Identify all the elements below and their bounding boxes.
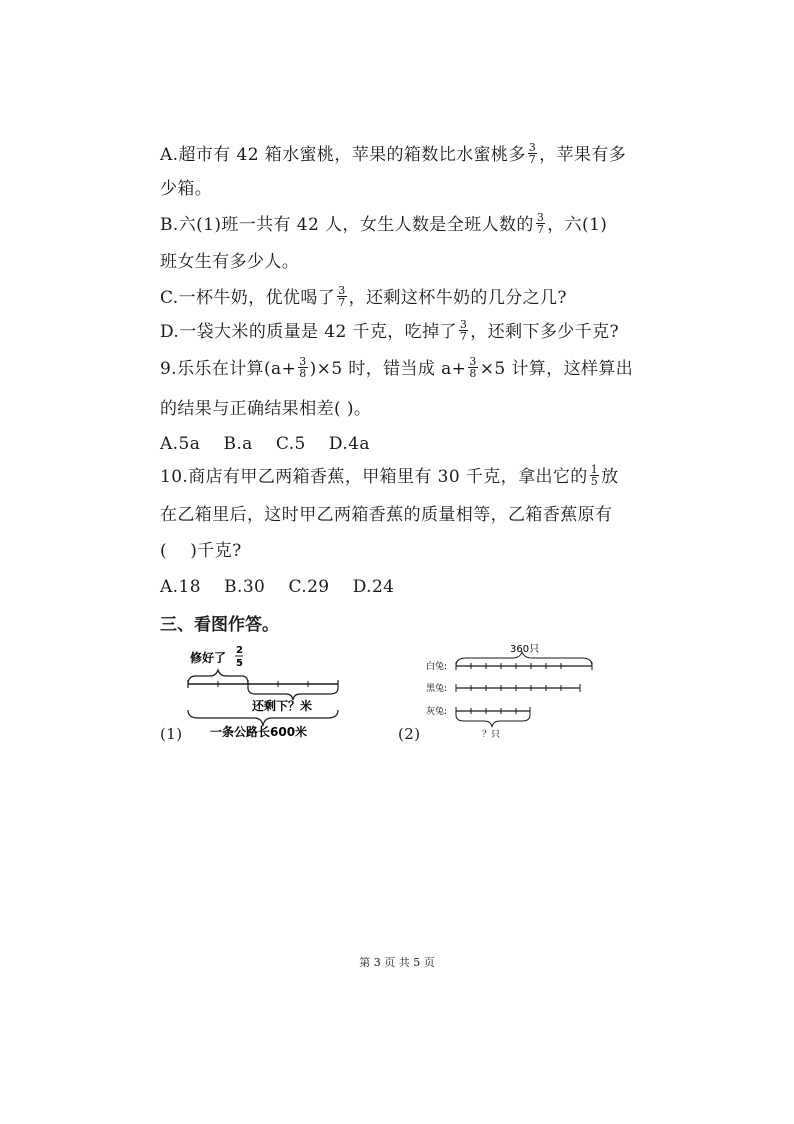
figure-1-total-label: 一条公路长600米 — [210, 725, 308, 739]
option-b-text: B.六(1)班一共有 42 人，女生人数是全班人数的 — [160, 215, 534, 235]
option-b-text-post: ，六(1) — [547, 215, 608, 235]
figure-1-remaining-label: 还剩下？米 — [252, 699, 313, 713]
fraction: $\frac{3}{7}$ — [536, 211, 545, 236]
page-number: 第 3 页 共 5 页 — [359, 956, 435, 969]
fraction: $\frac{1}{5}$ — [590, 463, 599, 488]
question-9-line2: 的结果与正确结果相差( )。 — [160, 399, 372, 419]
option-a-line1 — [160, 143, 626, 167]
fraction: $\frac{3}{8}$ — [299, 355, 307, 380]
fraction: $\frac{3}{7}$ — [528, 141, 537, 166]
figure-2-rabbit-diagram — [420, 640, 610, 740]
question-10-options: A.18 B.30 C.29 D.24 — [160, 577, 395, 597]
figure-1-label: (1) — [160, 725, 183, 743]
figure-1-road-diagram — [180, 640, 350, 740]
figure-2-row-white: 白兔: — [426, 662, 448, 672]
figure-2-unknown-label: ？只 — [482, 730, 501, 740]
figure-2-label: (2) — [398, 725, 421, 743]
fraction: $\frac{3}{7}$ — [459, 318, 468, 343]
figure-2-row-gray: 灰兔: — [426, 707, 448, 717]
option-c-line: C.一杯牛奶，优优喝了 $\frac{3}{7}$ ，还剩这杯牛奶的几分之几? — [160, 284, 567, 309]
question-10-line1: 10.商店有甲乙两箱香蕉，甲箱里有 30 千克，拿出它的 $\frac{1}{5}$ 放 — [160, 463, 619, 488]
question-10-line3: ( )千克? — [160, 541, 242, 561]
option-b-line2: 班女生有多少人。 — [160, 252, 300, 272]
question-10-line2: 在乙箱里后，这时甲乙两箱香蕉的质量相等，乙箱香蕉原有 — [160, 505, 613, 525]
question-9-options: A.5a B.a C.5 D.4a — [160, 434, 370, 454]
option-a-text: A.超市有 42 箱水蜜桃，苹果的箱数比水蜜桃多 — [160, 145, 526, 165]
svg-text:5: 5 — [236, 658, 243, 669]
fraction: $\frac{3}{7}$ — [338, 284, 346, 309]
fraction — [235, 645, 243, 669]
option-d-line: D.一袋大米的质量是 42 千克，吃掉了 $\frac{3}{7}$ ，还剩下多少千克? — [160, 318, 619, 343]
figure-2-total-label: 360只 — [510, 644, 540, 655]
section-title: 三、看图作答。 — [160, 615, 279, 635]
figure-2-row-black: 黑兔: — [426, 684, 448, 694]
fraction: $\frac{3}{8}$ — [469, 355, 477, 380]
svg-text:2: 2 — [236, 645, 243, 656]
figure-1-repaired-label: 修好了 — [190, 651, 227, 665]
option-b-line1 — [160, 213, 607, 237]
question-9-line1: 9.乐乐在计算(a+ $\frac{3}{8}$ )×5 时，错当成 a+ $\frac{3}{8}$ ×5 计算，这样算出 — [160, 355, 634, 380]
option-a-line2: 少箱。 — [160, 179, 213, 199]
option-a-text-post: ，苹果有多 — [539, 145, 627, 165]
